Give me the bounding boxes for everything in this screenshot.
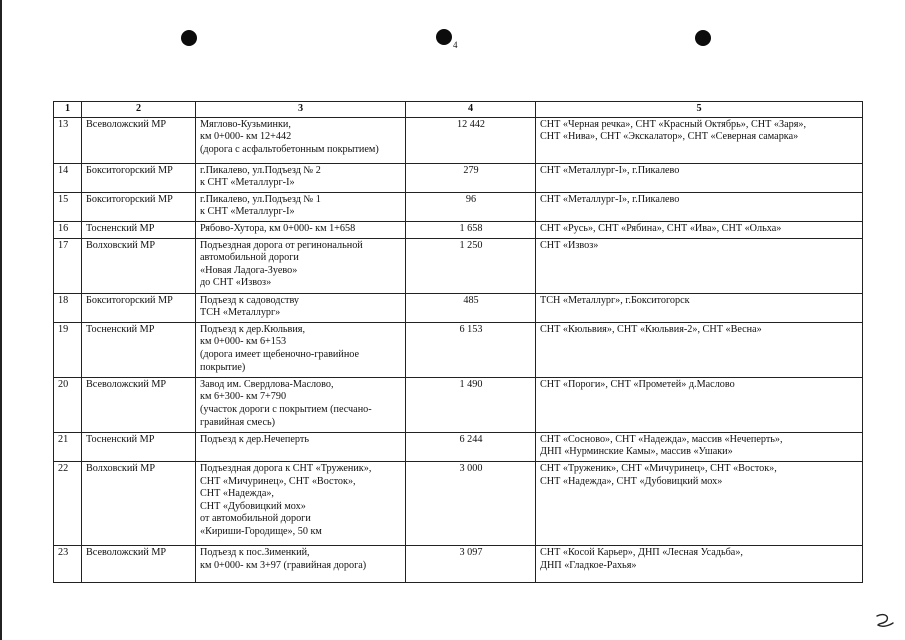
page-number: 4 [453, 40, 458, 50]
road-line: Подъездная дорога от регинональной [200, 239, 363, 251]
header-col-road: 3 [196, 102, 406, 118]
settlements-line: СНТ «Сосново», СНТ «Надежда», массив «Нечеперть», [540, 433, 783, 445]
road-line: СНТ «Мичуринец», СНТ «Восток», [200, 475, 356, 487]
length-cell: 6 153 [406, 322, 536, 377]
road-cell [196, 293, 406, 322]
length-cell: 1 250 [406, 238, 536, 293]
settlements-cell [536, 293, 863, 322]
road-line: до СНТ «Извоз» [200, 277, 272, 289]
road-cell [196, 192, 406, 221]
length-cell: 1 658 [406, 221, 536, 238]
length-cell: 485 [406, 293, 536, 322]
settlements-line: ТСН «Металлург», г.Бокситогорск [540, 294, 690, 306]
road-cell [196, 461, 406, 545]
settlements-cell [536, 322, 863, 377]
road-cell [196, 238, 406, 293]
road-line: км 0+000- км 12+442 [200, 131, 292, 143]
punch-hole-right [695, 30, 711, 46]
row-number-cell: 16 [54, 221, 82, 238]
table-row [54, 163, 863, 192]
scan-left-edge [0, 0, 2, 640]
road-line: Подъезд к дер.Кюльвия, [200, 323, 306, 335]
road-line: Подъезд к садоводству [200, 294, 300, 306]
row-number-cell: 18 [54, 293, 82, 322]
district-cell: Бокситогорский МР [82, 293, 196, 322]
settlements-line: СНТ «Труженик», СНТ «Мичуринец», СНТ «Восток», [540, 462, 777, 474]
road-line: (участок дороги с покрытием (песчано- [200, 403, 372, 415]
header-col-length: 4 [406, 102, 536, 118]
settlements-cell [536, 163, 863, 192]
road-line: покрытие) [200, 361, 246, 373]
road-line: СНТ «Надежда», [200, 488, 274, 500]
settlements-line: ДНП «Гладкое-Рахья» [540, 559, 637, 571]
settlements-line: СНТ «Нива», СНТ «Экскалатор», СНТ «Северная самарка» [540, 131, 799, 143]
settlements-cell [536, 545, 863, 582]
row-number-cell: 22 [54, 461, 82, 545]
road-line: автомобильной дороги [200, 252, 299, 264]
district-cell: Всеволожский МР [82, 545, 196, 582]
district-cell: Бокситогорский МР [82, 163, 196, 192]
table-row [54, 377, 863, 432]
road-line: Завод им. Свердлова-Маслово, [200, 378, 334, 390]
table-row [54, 293, 863, 322]
district-cell: Всеволожский МР [82, 377, 196, 432]
road-line: Рябово-Хутора, км 0+000- км 1+658 [200, 222, 356, 234]
punch-hole-left [181, 30, 197, 46]
settlements-line: СНТ «Металлург-I», г.Пикалево [540, 193, 680, 205]
length-cell: 3 000 [406, 461, 536, 545]
settlements-cell [536, 221, 863, 238]
table-header-row [54, 102, 863, 118]
handwritten-page-mark [874, 612, 896, 630]
settlements-line: СНТ «Пороги», СНТ «Прометей» д.Маслово [540, 378, 735, 390]
road-line: к СНТ «Металлург-I» [200, 206, 295, 218]
road-line: г.Пикалево, ул.Подъезд № 2 [200, 164, 321, 176]
length-cell: 3 097 [406, 545, 536, 582]
settlements-cell [536, 117, 863, 163]
settlements-line: СНТ «Надежда», СНТ «Дубовицкий мох» [540, 475, 723, 487]
road-cell [196, 221, 406, 238]
district-cell: Тосненский МР [82, 322, 196, 377]
row-number-cell: 15 [54, 192, 82, 221]
district-cell: Волховский МР [82, 238, 196, 293]
row-number-cell: 17 [54, 238, 82, 293]
settlements-line: ДНП «Нурминские Камы», массив «Ушаки» [540, 446, 733, 458]
table-row [54, 192, 863, 221]
row-number-cell: 13 [54, 117, 82, 163]
district-cell: Волховский МР [82, 461, 196, 545]
road-line: от автомобильной дороги [200, 513, 311, 525]
district-cell: Всеволожский МР [82, 117, 196, 163]
road-line: (дорога имеет щебеночно-гравийное [200, 348, 360, 360]
settlements-line: СНТ «Русь», СНТ «Рябина», СНТ «Ива», СНТ «Ольха» [540, 222, 782, 234]
district-cell: Бокситогорский МР [82, 192, 196, 221]
row-number-cell: 14 [54, 163, 82, 192]
road-line: Мяглово-Кузьминки, [200, 118, 291, 130]
header-col-district: 2 [82, 102, 196, 118]
roads-table [53, 101, 863, 583]
settlements-line: СНТ «Металлург-I», г.Пикалево [540, 164, 680, 176]
road-line: км 0+000- км 6+153 [200, 336, 287, 348]
settlements-cell [536, 238, 863, 293]
header-col-number: 1 [54, 102, 82, 118]
settlements-cell [536, 432, 863, 461]
settlements-line: СНТ «Косой Карьер», ДНП «Лесная Усадьба», [540, 546, 743, 558]
road-cell [196, 432, 406, 461]
header-col-settlements: 5 [536, 102, 863, 118]
punch-hole-center [436, 29, 452, 45]
road-cell [196, 117, 406, 163]
road-line: «Кириши-Городище», 50 км [200, 525, 322, 537]
settlements-cell [536, 377, 863, 432]
road-line: Подъезд к пос.Зименкий, [200, 546, 310, 558]
road-line: (дорога с асфальтобетонным покрытием) [200, 143, 379, 155]
table-row [54, 545, 863, 582]
table-row [54, 117, 863, 163]
road-cell [196, 163, 406, 192]
road-cell [196, 377, 406, 432]
road-cell [196, 545, 406, 582]
table-row [54, 461, 863, 545]
settlements-cell [536, 461, 863, 545]
table-row [54, 221, 863, 238]
table-row [54, 238, 863, 293]
length-cell: 1 490 [406, 377, 536, 432]
length-cell: 12 442 [406, 117, 536, 163]
settlements-line: СНТ «Черная речка», СНТ «Красный Октябрь», СНТ «Заря», [540, 118, 807, 130]
road-line: г.Пикалево, ул.Подъезд № 1 [200, 193, 321, 205]
row-number-cell: 23 [54, 545, 82, 582]
road-line: км 6+300- км 7+790 [200, 391, 287, 403]
road-line: Подъезд к дер.Нечеперть [200, 433, 309, 445]
settlements-line: СНТ «Кюльвия», СНТ «Кюльвия-2», СНТ «Весна» [540, 323, 762, 335]
road-line: ТСН «Металлург» [200, 307, 281, 319]
table-row [54, 432, 863, 461]
road-line: Подъездная дорога к СНТ «Труженик», [200, 462, 372, 474]
row-number-cell: 21 [54, 432, 82, 461]
district-cell: Тосненский МР [82, 221, 196, 238]
row-number-cell: 19 [54, 322, 82, 377]
road-line: км 0+000- км 3+97 (гравийная дорога) [200, 559, 367, 571]
road-line: гравийная смесь) [200, 416, 276, 428]
road-cell [196, 322, 406, 377]
length-cell: 96 [406, 192, 536, 221]
road-line: к СНТ «Металлург-I» [200, 177, 295, 189]
table-row [54, 322, 863, 377]
road-line: «Новая Ладога-Зуево» [200, 264, 298, 276]
row-number-cell: 20 [54, 377, 82, 432]
settlements-line: СНТ «Извоз» [540, 239, 599, 251]
settlements-cell [536, 192, 863, 221]
road-line: СНТ «Дубовицкий мох» [200, 500, 306, 512]
length-cell: 6 244 [406, 432, 536, 461]
district-cell: Тосненский МР [82, 432, 196, 461]
length-cell: 279 [406, 163, 536, 192]
